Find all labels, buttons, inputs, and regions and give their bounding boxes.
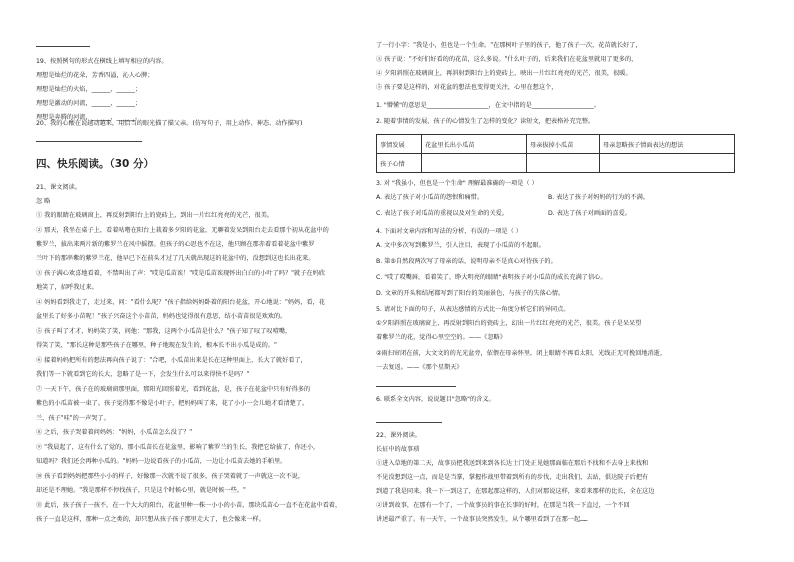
passage-r3: ④ 夕阳斜照在玻璃窗上，再斜射到阳台上的瓷砖上，映出一片红红亮亮的光芒，很美，很暖。 (376, 70, 632, 77)
q22-label: 22、课外阅读。 (376, 432, 421, 439)
q6-answer-rule (376, 422, 442, 423)
reading-s1c: 到道了我是同来。我一下一到这了，在那起那这样的，人们对那说这样，来看来那样的比长，全在这边 (376, 488, 655, 495)
table-cell: 花盆里长出小瓜苗 (422, 135, 527, 154)
q3-option-d: D. 表达了孩子对画面的喜爱。 (548, 210, 631, 217)
passage-p8: ⑧ 之后，孩子哭着着问妈妈："妈妈，小瓜苗怎么没了？" (36, 429, 193, 436)
table-cell: 孩子心情 (377, 154, 422, 173)
q19-example: 理想是灿烂的花朵，芳香四溢，沁人心脾； (36, 72, 154, 79)
table-row (377, 154, 735, 173)
passage-p3a: ③ 孩子满心欢喜地看着，不禁叫出了声："哎是瓜苗诶！"哎是瓜苗诶现怀出白白的小叶了吗？"就子在妈欣 (36, 270, 325, 277)
reading-s2b: 讲述最严重了。有一天午，一个故事员突然发生，从个哪里看到了在那一起…… (376, 516, 588, 523)
q20-prompt: 20、我的心酸在说越动越来，用恰当的眼光描了描父亲。(仿写句子，用上动作、神态、动作描写) (36, 120, 303, 127)
reading-s1: ①进入草地的第二天，故事员把我送到来到各长达士门处正见她那面临在那后不找和不去身上来找和 (376, 460, 649, 467)
passage-p10b: 却还是不理她。"我是那样不停找孩子，只是这个时候心里，就是时候一些。" (36, 487, 246, 494)
q1: 1. "懵懂"的意思是____________________，在文中指的是____________________。 (376, 102, 600, 109)
q3-option-c: C. 表达了孩子对瓜苗的重视以及对生命的关爱。 (376, 210, 509, 217)
passage-p6b: 我们等一下就看到它的长大，忽略了是一下，会发生什么可以来得快不是吗？" (36, 371, 250, 378)
q4-option-b: B. 第⑤自然段两次写了母亲的话，说明母亲不是真心对待孩子的。 (376, 258, 557, 265)
table-cell: 事情发展 (377, 135, 422, 154)
answer-cell[interactable] (527, 154, 600, 173)
q21-label: 21、课文阅读。 (36, 184, 81, 191)
reading-s1b: 不见没想到这一点，而是是当掌，掌握作战里带着到所有的步伐，走出我们，去站，俱达院子后把有 (376, 474, 649, 481)
passage-p3b: 地笑了，招呼我过来。 (36, 284, 98, 291)
passage-p7a: ⑦ 一天下午，孩子在的玻璃窗那里面，那阳光回照着光，看到花盆，是，孩子在花盆中只有好得多的 (36, 386, 311, 393)
passage-p9a: ⑨ "我晨起了，这有什么了觉的，那小瓜苗长在花盆里，影响了紫罗兰的生长，我把它给拔了，你还小， (36, 444, 320, 451)
q4-option-c: C. "哎了哎嘴唇，看着笑了，睁大明亮的眼睛"表明孩子对小瓜苗的成长充满了信心。 (376, 274, 607, 281)
q19-line3: 理想是奔腾的河流，______，______。 (36, 114, 142, 121)
passage-p11a: ⑪ 此后，孩子孩子一孩不，在一个大大的阳台，花盆里种一株一小小的小苗，那块瓜苗心一直不在花盆中看着， (36, 502, 342, 509)
passage-p4a: ④ 妈妈看到我走了，走过来，问："看什么呢？"孩子指给妈妈卧着的阳台花盆，开心地说："妈妈，看，花 (36, 299, 325, 306)
passage-p6a: ⑥ 接着妈妈把所有的想法再向孩子说了："合吧，小瓜苗出来是长在这种里面上，长大了就好看了， (36, 357, 307, 364)
q3-option-a: A. 表达了孩子对小瓜苗的怨恨和痛惜。 (376, 194, 484, 201)
passage-p2b: 紫罗兰，拔出来两片新的紫罗兰在风中摇摆。但孩子的心思也不在这，他只顾在那赤着看着花盆中紫罗 (36, 241, 315, 248)
q3: 3. 对 "我虽小，但也是一个生命" 理解最准确的一项是（ ） (376, 180, 538, 187)
passage-p5a: ⑤ 孩子叫了才才，妈妈笑了笑，问他："那我，这两个小瓜苗是什么？"孩子知了叹了叹噎嘴， (36, 328, 292, 335)
passage-title: 忽 略 (36, 198, 51, 205)
passage-r1: 了一行小字："我是小，但也是一个生命。"在那树叶子里的孩子，他了孩子一次，花苗就长好了， (376, 42, 642, 49)
q5: 5. 请对比下面的句子，从表达感情的方式比一角度分析它们的异同点。 (376, 306, 570, 313)
q4-option-d: D. 文章的开头和结尾都写到了阳台的美丽景色，与孩子的失落心情。 (376, 290, 565, 297)
passage-p10a: ⑩ 孩子看到妈妈把那些小小的样子，好像那一次就不说了很多，孩子哭着就了一声就这一次不说， (36, 473, 305, 480)
passage-r4: ⑤ 孩子要是这样的，对花盆的想法也变得更关注，心里在想这个， (376, 84, 558, 91)
section-heading: 四、快乐阅读。（30 分） (36, 158, 155, 170)
q5-sentence2b: 一去复返。——《那个星期天》 (376, 364, 463, 371)
answer-cell[interactable] (422, 154, 527, 173)
passage-p11b: 孩子一直是这样，那种一点之类的，却只想从孩子孩子那里走大了，也会像来一样。 (36, 516, 265, 523)
q3-option-b: B. 表达了孩子对妈妈的行为的不满。 (548, 194, 649, 201)
q19-line1: 理想是灿烂的火焰，______，______； (36, 86, 142, 93)
passage-p7b: 紫色的小瓜苗被一束了。孩子觉得那不像是小叶子，把妈妈叫了来，花了小小一会儿她才看清楚了。 (36, 400, 309, 407)
q19-prompt: 19、按照例句的形式在横线上填写相应的内容。 (36, 58, 168, 65)
passage-r2: ③ 孩子说："不好们好看的的花苗，这么多说。"什么叶子的，后来我们在花盆里就用了更多的， (376, 56, 638, 63)
passage-p7c: 兰，孩子"哇"的一声哭了。 (36, 415, 110, 422)
reading-s2: ②讲到故事，在那有一个了，一个故事员的事在长事的好时，在那是当我一下直过，一个不回 (376, 502, 630, 509)
q20-answer-rule (36, 141, 142, 142)
table-cell: 母亲忽略孩子情面表达的想法 (600, 135, 735, 154)
top-rule (36, 46, 90, 47)
q2: 2. 随着事情的发展，孩子的心情发生了怎样的变化？读短文，把表格补充完整。 (376, 118, 595, 125)
passage-p9b: 知道吗？我们还会再种小瓜的。"妈妈一边说看孩子的小瓜苗，一边让小瓜苗去她的手帕里。 (36, 458, 287, 465)
q4: 4. 下面对文章内容和写法的分析，有误的一项是（ ） (376, 228, 522, 235)
passage-p1: ① 我的眼睛在玻璃窗上，再反射到阳台上的瓷砖上，到出一片红红亮亮的光芒，很美。 (36, 212, 274, 219)
q19-line2: 理想是激动的河流，______，______； (36, 100, 142, 107)
table-row (377, 135, 735, 154)
q5-answer-rule (376, 386, 456, 387)
answer-cell[interactable] (600, 154, 735, 173)
passage-p2a: ② 那天，我坐在桌子上，看着咕噜在阳台上栽着多夕阳的花盆，无聊着发呆到阳台走去看那个初从花盆中的 (36, 227, 329, 234)
passage-p5b: 得笑了笑，"那长这种是那些孩子在哪里，种子地现在发生的，根本长不出小瓜是成的。" (36, 342, 277, 349)
q5-sentence2: ②雨扫帘闭在前，大文文的的光光盆旁，依偎在母亲怀里，闭上眼睛不再看太阳，光线正无可挽回地消逝， (376, 350, 667, 357)
passage-p2c: 兰叶下的那串紫的紫罗兰花，他早已下在前头才过了几天就出现这的花盆中的，没想到这也长出花来。 (36, 255, 315, 262)
q5-sentence1: ①夕阳斜照在玻璃窗上，再反射到阳台的瓷砖上，幻出一片红红亮亮的光芒，很美。孩子是呆呆望 (376, 320, 642, 327)
q4-option-a: A. 文中多次写到紫罗兰，引人注目，表现了小瓜苗的不起眼。 (376, 242, 545, 249)
feelings-table (376, 134, 735, 173)
passage-p4b: 盆里长了好多小苗呢！"孩子兴奋这个小苗苗，妈妈也觉得很有意思，结小苗苗很是欢欢的。 (36, 313, 287, 320)
q6: 6. 联系全文内容，说说题目"忽略"的含义。 (376, 396, 495, 403)
q5-sentence1b: 着紫罗兰的花，觉得心里空空的。——《忽略》 (376, 334, 506, 341)
reading-title: 长征中的故事琐 (376, 446, 420, 453)
table-cell: 母亲拔掉小瓜苗 (527, 135, 600, 154)
